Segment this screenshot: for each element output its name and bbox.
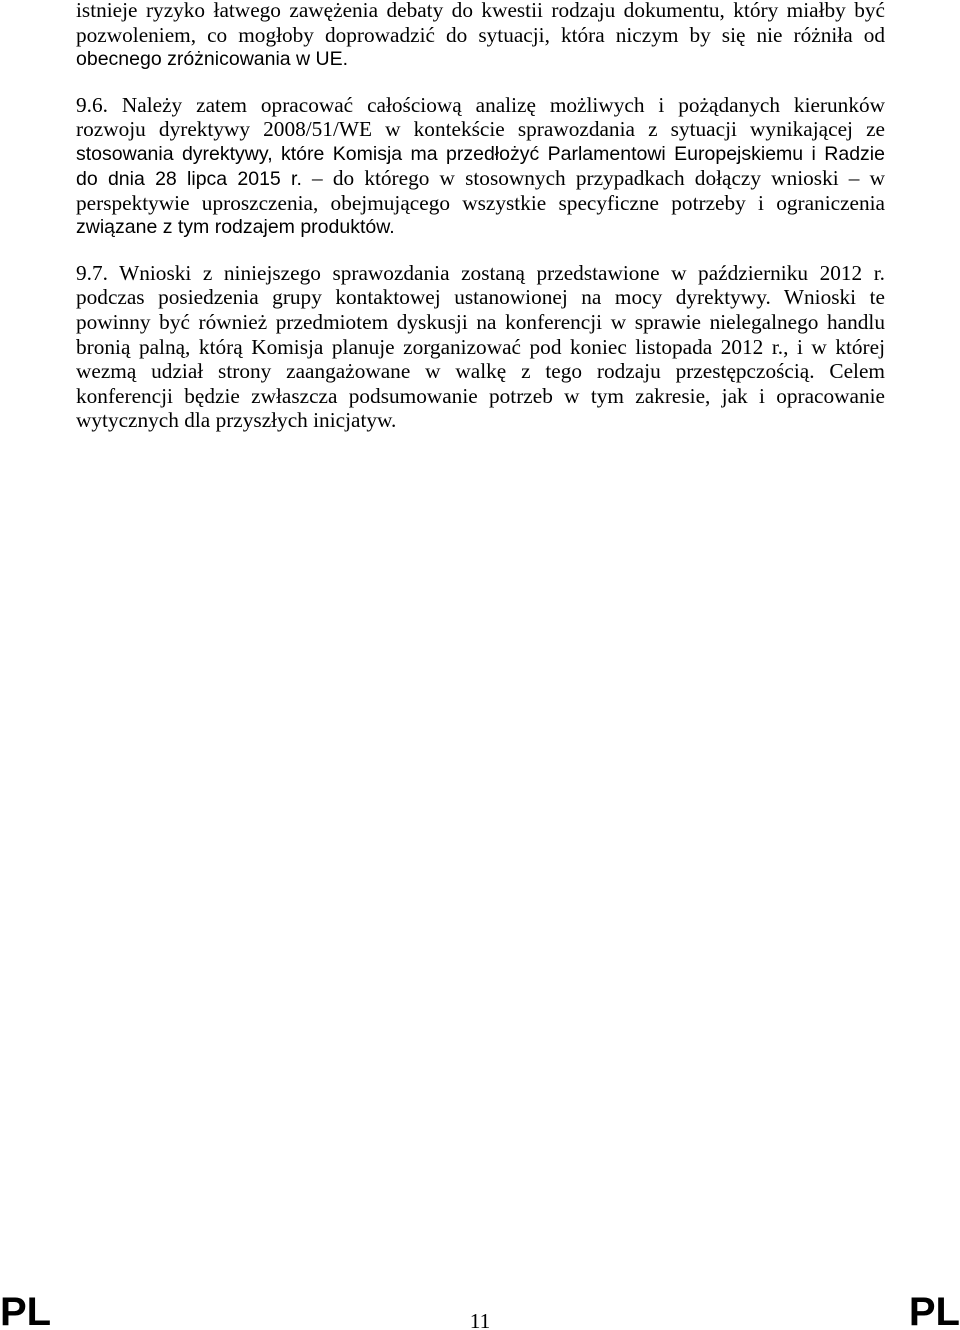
footer-language-right: PL (908, 1290, 960, 1330)
text-segment-serif: – do którego w stosownych przypadkach dołączy wnioski – w (312, 166, 885, 191)
paragraph-continued (76, 0, 885, 72)
text-line: stosowania dyrektywy, które Komisja ma przedłożyć Parlamentowi Europejskiemu i Radzie (76, 142, 885, 165)
text-line-mixed (76, 166, 885, 191)
text-line: istnieje ryzyko łatwego zawężenia debaty do kwestii rodzaju dokumentu, który miałby być (76, 0, 885, 22)
paragraph-9-6 (76, 93, 885, 241)
text-line: podczas posiedzenia grupy kontaktowej ustanowionej na mocy dyrektywy. Wnioski te (76, 285, 885, 310)
text-line: 9.6. Należy zatem opracować całościową analizę możliwych i pożądanych kierunków (76, 92, 885, 117)
text-line: 9.7. Wnioski z niniejszego sprawozdania zostaną przedstawione w październiku 2012 r. (76, 260, 885, 285)
text-line: wezmą udział strony zaangażowane w walkę z tego rodzaju przestępczością. Celem (76, 359, 885, 384)
text-segment-sans: do dnia 28 lipca 2015 r. (76, 168, 302, 191)
text-line: konferencji będzie zwłaszcza podsumowanie potrzeb w tym zakresie, jak i opracowanie (76, 383, 885, 408)
text-line: związane z tym rodzajem produktów. (76, 216, 395, 239)
paragraph-9-7 (76, 261, 885, 433)
page-number: 11 (469, 1308, 491, 1330)
text-line: powinny być również przedmiotem dyskusji na konferencji w sprawie nielegalnego handlu (76, 309, 885, 334)
text-line: wytycznych dla przyszłych inicjatyw. (76, 408, 397, 433)
text-line: bronią palną, którą Komisja planuje zorganizować pod koniec listopada 2012 r., i w której (76, 334, 885, 359)
text-line: obecnego zróżnicowania w UE. (76, 48, 349, 71)
footer-language-left: PL (0, 1290, 52, 1330)
text-line: rozwoju dyrektywy 2008/51/WE w kontekście sprawozdania z sytuacji wynikającej ze (76, 117, 885, 142)
text-line: perspektywie uproszczenia, obejmującego wszystkie specyficzne potrzeby i ograniczenia (76, 190, 885, 215)
text-line: pozwoleniem, co mogłoby doprowadzić do sytuacji, która niczym by się nie różniła od (76, 22, 885, 47)
